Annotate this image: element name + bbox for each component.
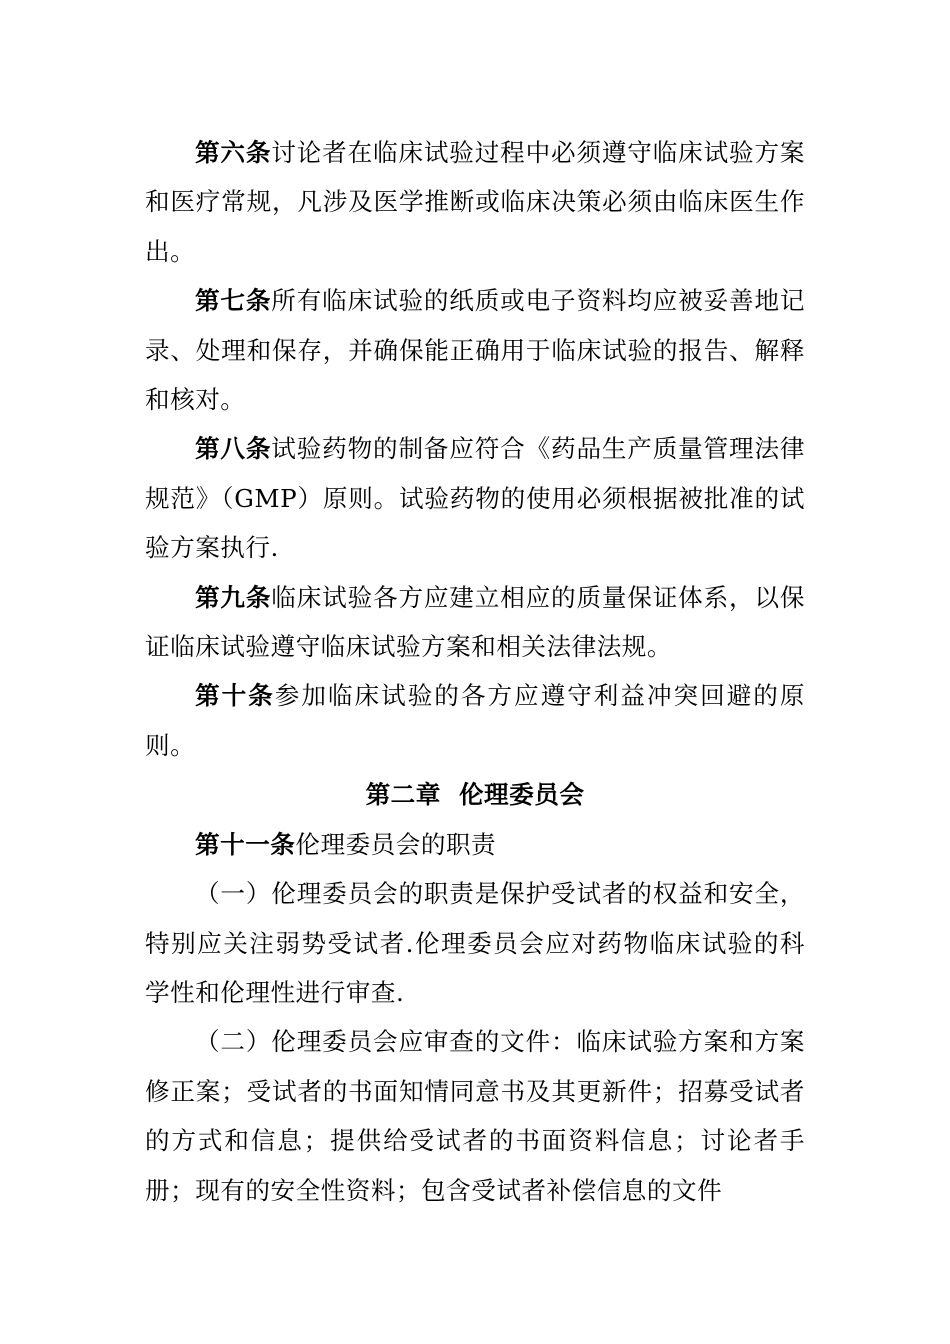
article-7 [145,276,805,424]
clause-2: （二）伦理委员会应审查的文件：临床试验方案和方案修正案；受试者的书面知情同意书及其更新件；招募受试者的方式和信息；提供给受试者的书面资料信息；讨论者手册；现有的安全性资料；包含受试者补偿信息的文件 [145,1027,805,1205]
document-body [145,128,805,1215]
article-6-text: 讨论者在临床试验过程中必须遵守临床试验方案和医疗常规，凡涉及医学推断或临床决策必须由临床医生作出。 [145,138,805,266]
article-8-label: 第八条 [195,434,272,464]
article-11-text: 伦理委员会的职责 [295,829,497,859]
article-11 [145,820,805,869]
chapter-heading: 第二章 伦理委员会 [365,780,585,810]
article-6-label: 第六条 [195,138,272,167]
article-10 [145,671,805,770]
article-7-label: 第七条 [195,286,272,316]
article-6 [145,128,805,276]
article-8-text: 试验药物的制备应符合《药品生产质量管理法律规范》（GMP）原则。试验药物的使用必须根据被批准的试验方案执行. [145,434,805,563]
article-9-text: 临床试验各方应建立相应的质量保证体系，以保证临床试验遵守临床试验方案和相关法律法规。 [145,582,805,662]
article-11-label: 第十一条 [195,829,296,859]
article-10-label: 第十条 [195,681,275,711]
article-9-label: 第九条 [195,582,272,612]
clause-1: （一）伦理委员会的职责是保护受试者的权益和安全，特别应关注弱势受试者.伦理委员会应对药物临床试验的科学性和伦理性进行审查. [145,879,805,1007]
article-10-text: 参加临床试验的各方应遵守利益冲突回避的原则。 [145,681,805,760]
article-9 [145,573,805,672]
article-8 [145,424,805,572]
article-7-text: 所有临床试验的纸质或电子资料均应被妥善地记录、处理和保存，并确保能正确用于临床试验的报告、解释和核对。 [145,286,805,415]
